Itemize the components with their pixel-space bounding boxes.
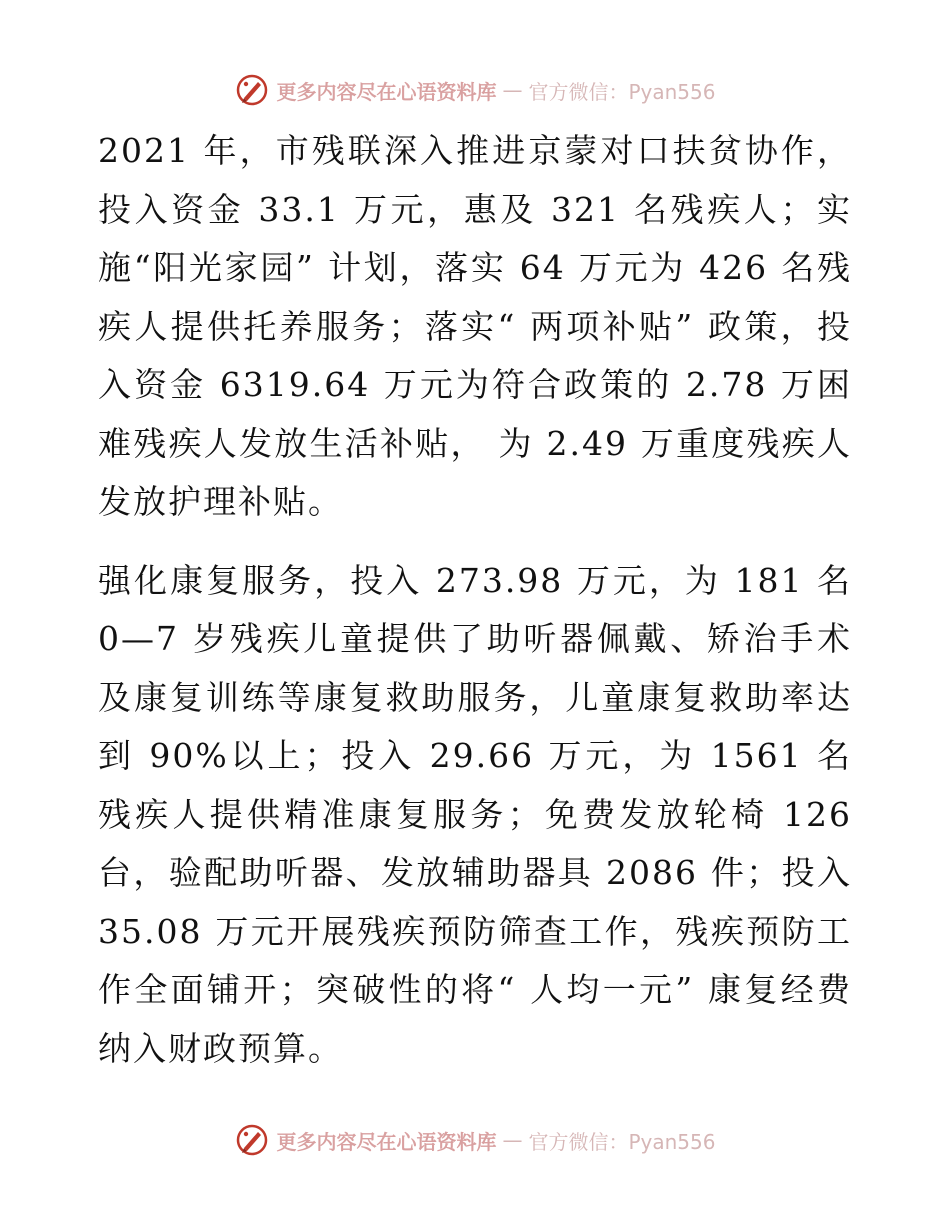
document-body: [98, 122, 852, 1078]
watermark-separator: —: [502, 1128, 523, 1152]
red-pen-circle-logo-icon: [234, 1122, 270, 1158]
red-pen-circle-logo-icon: [234, 72, 270, 108]
watermark-sub-text: 官方微信：Pyan556: [528, 1129, 716, 1154]
footer-watermark: [0, 1120, 950, 1160]
watermark-separator: —: [502, 78, 523, 102]
paragraph-1: 2021 年，市残联深入推进京蒙对口扶贫协作，投入资金 33.1 万元，惠及 321 名残疾人；实施“阳光家园” 计划，落实 64 万元为 426 名残疾人提供托养服务；落实“ 两项补贴” 政策，投入资金 6319.64 万元为符合政策的 2.78 万困难残疾人发放生活补贴， 为 2.49 万重度残疾人发放护理补贴。: [98, 131, 852, 521]
watermark-sub-text: 官方微信：Pyan556: [528, 79, 716, 104]
watermark-main-text: 更多内容尽在心语资料库: [276, 1129, 497, 1154]
watermark-main-text: 更多内容尽在心语资料库: [276, 79, 497, 104]
paragraph-2: 强化康复服务，投入 273.98 万元，为 181 名 0—7 岁残疾儿童提供了助听器佩戴、矫治手术及康复训练等康复救助服务，儿童康复救助率达到 90%以上；投入 29.66 万元，为 1561 名残疾人提供精准康复服务；免费发放轮椅 126 台，验配助听器、发放辅助器具 2086 件；投入 35.08 万元开展残疾预防筛查工作，残疾预防工作全面铺开；突破性的将“ 人均一元” 康复经费纳入财政预算。: [98, 560, 852, 1068]
header-watermark: [0, 70, 950, 110]
